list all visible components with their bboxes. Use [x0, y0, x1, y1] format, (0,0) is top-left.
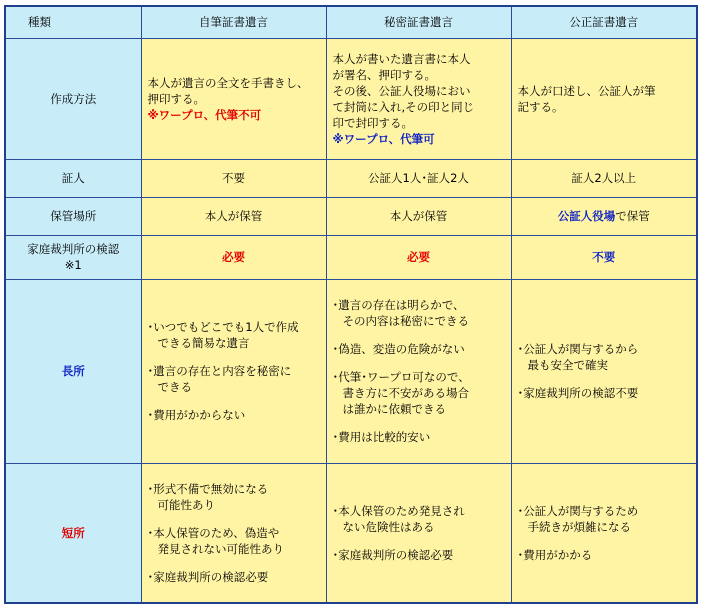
- method-secret-line: 印で封印する。: [332, 115, 413, 130]
- list-item: 書き方に不安がある場合: [342, 386, 469, 400]
- row-witness: [5, 159, 697, 197]
- court-holographic: 必要: [141, 235, 326, 279]
- list-item: ･形式不備で無効になる: [147, 481, 269, 496]
- list-item: できる簡易な遺言: [157, 336, 250, 350]
- storage-holographic: 本人が保管: [141, 197, 326, 235]
- label-merits: 長所: [5, 279, 141, 463]
- line-gap: [148, 513, 320, 525]
- row-merits: [5, 279, 697, 463]
- line-gap: [333, 329, 505, 341]
- line-gap: [333, 357, 505, 369]
- label-witness: 証人: [5, 159, 141, 197]
- list-item: ･偽造、変造の危険がない: [332, 342, 465, 356]
- table-header-row: [5, 6, 697, 38]
- line-gap: [333, 417, 505, 429]
- demerits-holographic: [141, 463, 326, 603]
- label-storage: 保管場所: [5, 197, 141, 235]
- list-item: ･費用は比較的安い: [332, 430, 431, 444]
- storage-notarized-emphasis: 公証人役場: [557, 209, 616, 223]
- will-comparison-table: [4, 5, 698, 604]
- method-holographic-line: 本人が遺言の全文を手書きし、: [147, 75, 309, 90]
- list-item: 最も安全で確実: [527, 358, 608, 372]
- list-item: ･家庭裁判所の検認必要: [332, 547, 454, 562]
- header-holographic-will: 自筆証書遺言: [141, 6, 326, 38]
- list-item: ･遺言の存在と内容を秘密に: [147, 364, 292, 378]
- header-notarized-will: 公正証書遺言: [511, 6, 697, 38]
- method-notarized: [511, 38, 697, 159]
- row-court-probate: [5, 235, 697, 279]
- list-item: ･本人保管のため、偽造や: [147, 525, 280, 540]
- label-court-probate-note: ※1: [64, 258, 82, 272]
- method-secret-line: その後、公証人役場におい: [332, 83, 471, 98]
- list-item: ･費用がかかる: [517, 547, 593, 562]
- list-item: ･代筆･ワープロ可なので、: [332, 370, 470, 384]
- list-item: ･遺言の存在は明らかで、: [332, 298, 465, 312]
- demerits-notarized: [511, 463, 697, 603]
- list-item: ない危険性はある: [342, 519, 435, 534]
- merits-holographic: [141, 279, 326, 463]
- merits-secret: [326, 279, 511, 463]
- list-item: 手続きが煩雑になる: [527, 519, 631, 534]
- list-item: 可能性あり: [157, 497, 215, 512]
- line-gap: [518, 535, 691, 547]
- list-item: ･公証人が関与するため: [517, 503, 639, 518]
- witness-holographic: 不要: [141, 159, 326, 197]
- witness-notarized: 証人2人以上: [511, 159, 697, 197]
- list-item: は誰かに依頼できる: [342, 402, 446, 416]
- line-gap: [148, 395, 320, 407]
- list-item: ･いつでもどこでも1人で作成: [147, 320, 299, 334]
- line-gap: [148, 557, 320, 569]
- storage-notarized: [511, 197, 697, 235]
- witness-secret: 公証人1人･証人2人: [326, 159, 511, 197]
- label-court-probate: [5, 235, 141, 279]
- court-notarized: 不要: [511, 235, 697, 279]
- list-item: できる: [157, 380, 192, 394]
- method-secret-note: ※ワープロ、代筆可: [332, 131, 435, 146]
- line-gap: [518, 373, 691, 385]
- merits-notarized: [511, 279, 697, 463]
- method-holographic-note: ※ワープロ、代筆不可: [147, 107, 262, 122]
- label-demerits: 短所: [5, 463, 141, 603]
- method-secret-line: 本人が書いた遺言書に本人: [332, 51, 471, 66]
- demerits-secret: [326, 463, 511, 603]
- header-corner: 種類: [5, 6, 141, 38]
- method-notarized-line: 本人が口述し、公証人が筆: [517, 83, 656, 98]
- label-method: 作成方法: [5, 38, 141, 159]
- storage-notarized-rest: で保管: [615, 209, 650, 223]
- line-gap: [148, 351, 320, 363]
- method-notarized-line: 記する。: [517, 99, 564, 114]
- line-gap: [333, 535, 505, 547]
- method-secret-line: が署名、押印する。: [332, 67, 436, 82]
- list-item: ･本人保管のため発見され: [332, 503, 465, 518]
- list-item: ･費用がかからない: [147, 408, 246, 422]
- court-secret: 必要: [326, 235, 511, 279]
- header-secret-will: 秘密証書遺言: [326, 6, 511, 38]
- list-item: その内容は秘密にできる: [342, 314, 469, 328]
- row-demerits: [5, 463, 697, 603]
- storage-secret: 本人が保管: [326, 197, 511, 235]
- method-secret: [326, 38, 511, 159]
- list-item: ･公証人が関与するから: [517, 342, 639, 356]
- list-item: ･家庭裁判所の検認必要: [147, 569, 269, 584]
- list-item: 発見されない可能性あり: [157, 541, 284, 556]
- label-court-probate-line1: 家庭裁判所の検認: [27, 242, 120, 256]
- method-holographic-line: 押印する。: [147, 91, 205, 106]
- row-method: [5, 38, 697, 159]
- method-holographic: [141, 38, 326, 159]
- list-item: ･家庭裁判所の検認不要: [517, 386, 639, 400]
- method-secret-line: て封筒に入れ,その印と同じ: [332, 99, 475, 114]
- row-storage: [5, 197, 697, 235]
